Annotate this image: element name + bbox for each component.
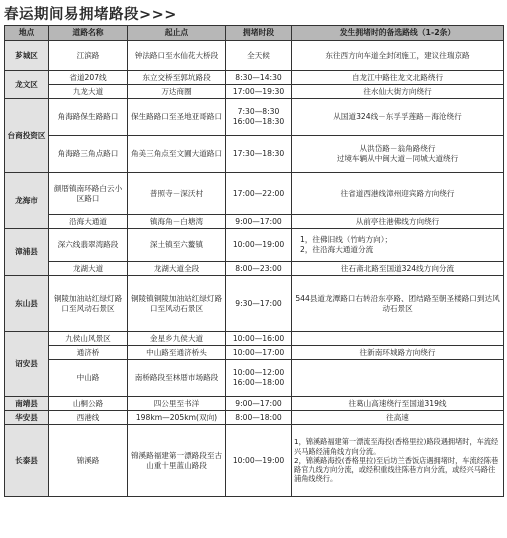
- alt-cell: [292, 360, 504, 397]
- alt-cell: 从前亭往港佛线方向绕行: [292, 215, 504, 229]
- time-cell: 9:30—17:00: [226, 276, 292, 332]
- table-row: [5, 411, 504, 425]
- range-cell: 金星乡九侯大道: [128, 332, 226, 346]
- road-cell: 九龙大道: [49, 85, 128, 99]
- table-row: [5, 215, 504, 229]
- alt-cell: 从国道324线－东孚孚莲路－海沧绕行: [292, 99, 504, 136]
- area-cell: 东山县: [5, 276, 49, 332]
- range-cell: 198km—205km(双向): [128, 411, 226, 425]
- area-cell: 芗城区: [5, 41, 49, 71]
- alt-cell: 往葛山高速绕行至国道319线: [292, 397, 504, 411]
- table-row: [5, 85, 504, 99]
- table-row: [5, 397, 504, 411]
- time-cell: 8:00—23:00: [226, 262, 292, 276]
- time-cell: 10:00—19:00: [226, 425, 292, 497]
- time-cell: 8:30—14:30: [226, 71, 292, 85]
- area-cell: 龙海市: [5, 173, 49, 229]
- table-row: [5, 425, 504, 497]
- time-cell: 9:00—17:00: [226, 397, 292, 411]
- area-cell: 南靖县: [5, 397, 49, 411]
- time-cell: 17:00—22:00: [226, 173, 292, 215]
- range-cell: 四公里至书洋: [128, 397, 226, 411]
- road-cell: 角海路保生路路口: [49, 99, 128, 136]
- header-alternative: 发生拥堵时的备选路线（1-2条）: [292, 26, 504, 41]
- page-title: 春运期间易拥堵路段>>>: [4, 7, 177, 23]
- table-row: [5, 229, 504, 262]
- range-cell: 铜陵镇铜陵加油站红绿灯路口至风动石景区: [128, 276, 226, 332]
- congestion-table: [4, 25, 504, 497]
- road-cell: 西港线: [49, 411, 128, 425]
- road-cell: 角海路三角点路口: [49, 136, 128, 173]
- area-cell: 华安县: [5, 411, 49, 425]
- range-cell: 龙湖大道全段: [128, 262, 226, 276]
- alt-cell: 1，往佛旧线（竹屿方向）； 2，往沿海大通道分流: [292, 229, 504, 262]
- alt-cell: [292, 332, 504, 346]
- range-cell: 角美三角点至文圃大道路口: [128, 136, 226, 173]
- table-row: [5, 71, 504, 85]
- range-cell: 中山路至通济桥头: [128, 346, 226, 360]
- table-header-row: [5, 26, 504, 41]
- alt-cell: 自龙江中路往龙文北路绕行: [292, 71, 504, 85]
- area-cell: 漳浦县: [5, 229, 49, 276]
- header-location: 地点: [5, 26, 49, 41]
- alt-cell: 往省道西港线漳州迎宾路方向绕行: [292, 173, 504, 215]
- alt-cell: 往石斋北路至国道324线方向分流: [292, 262, 504, 276]
- road-cell: 江滨路: [49, 41, 128, 71]
- table-row: [5, 99, 504, 136]
- time-cell: 10:00—16:00: [226, 332, 292, 346]
- time-cell: 10:00—17:00: [226, 346, 292, 360]
- time-cell: 17:00—19:30: [226, 85, 292, 99]
- time-cell: 17:30—18:30: [226, 136, 292, 173]
- table-row: [5, 41, 504, 71]
- range-cell: 普照寺－深沃村: [128, 173, 226, 215]
- table-row: [5, 136, 504, 173]
- road-cell: 山桐公路: [49, 397, 128, 411]
- table-row: [5, 332, 504, 346]
- road-cell: 锦溪路: [49, 425, 128, 497]
- time-cell: 8:00—18:00: [226, 411, 292, 425]
- road-cell: 通济桥: [49, 346, 128, 360]
- road-cell: 龙湖大道: [49, 262, 128, 276]
- road-cell: 省道207线: [49, 71, 128, 85]
- road-cell: 沿海大通道: [49, 215, 128, 229]
- range-cell: 镇海角－白塘湾: [128, 215, 226, 229]
- table-row: [5, 276, 504, 332]
- road-cell: 深六线翡翠湾路段: [49, 229, 128, 262]
- table-row: [5, 346, 504, 360]
- range-cell: 南桥路段至林厝市场路段: [128, 360, 226, 397]
- area-cell: 龙文区: [5, 71, 49, 99]
- header-range: 起止点: [128, 26, 226, 41]
- range-cell: 东立交桥至郭坑路段: [128, 71, 226, 85]
- area-cell: 长泰县: [5, 425, 49, 497]
- range-cell: 深土镇至六鳌镇: [128, 229, 226, 262]
- area-cell: 台商投资区: [5, 99, 49, 173]
- alt-cell: 往水仙大街方向绕行: [292, 85, 504, 99]
- road-cell: 颜厝镇南环路白云小区路口: [49, 173, 128, 215]
- time-cell: 全天候: [226, 41, 292, 71]
- range-cell: 锦溪路福建第一漂路段至古山重十里蓝山路段: [128, 425, 226, 497]
- table-row: [5, 262, 504, 276]
- time-cell: 9:00—17:00: [226, 215, 292, 229]
- alt-cell: 往新南环城路方向绕行: [292, 346, 504, 360]
- range-cell: 保生路路口至圣地亚哥路口: [128, 99, 226, 136]
- road-cell: 铜陵加油站红绿灯路口至风动石景区: [49, 276, 128, 332]
- alt-cell: 从洪岱路－翁角路绕行 过境车辆从中闽大道－同城大道绕行: [292, 136, 504, 173]
- time-cell: 7:30—8:30 16:00—18:30: [226, 99, 292, 136]
- header-road: 道路名称: [49, 26, 128, 41]
- time-cell: 10:00—19:00: [226, 229, 292, 262]
- header-time: 拥堵时段: [226, 26, 292, 41]
- road-cell: 九侯山风景区: [49, 332, 128, 346]
- time-cell: 10:00—12:00 16:00—18:00: [226, 360, 292, 397]
- alt-cell: 东往西方向车道全封闭施工，建议往瑞京路: [292, 41, 504, 71]
- range-cell: 钟法路口至水仙花大桥段: [128, 41, 226, 71]
- table-row: [5, 173, 504, 215]
- range-cell: 万达商圈: [128, 85, 226, 99]
- table-row: [5, 360, 504, 397]
- road-cell: 中山路: [49, 360, 128, 397]
- area-cell: 诏安县: [5, 332, 49, 397]
- alt-cell: 544县道龙潭路口右转沿东亭路、团结路至朝圣楼路口到达风动石景区: [292, 276, 504, 332]
- alt-cell: 1，锦溪路福建第一漂流至海投(香格里拉)路段遇拥堵时，车流经兴马路经浦角线方向分流。 2，锦溪路海投(香格里拉)至后坊兰香饭店遇拥堵时，车流经陈巷路官九线方向分流，或经积重线往陈巷方向分流，或经兴马路往浦角线绕行。: [292, 425, 504, 497]
- alt-cell: 往高速: [292, 411, 504, 425]
